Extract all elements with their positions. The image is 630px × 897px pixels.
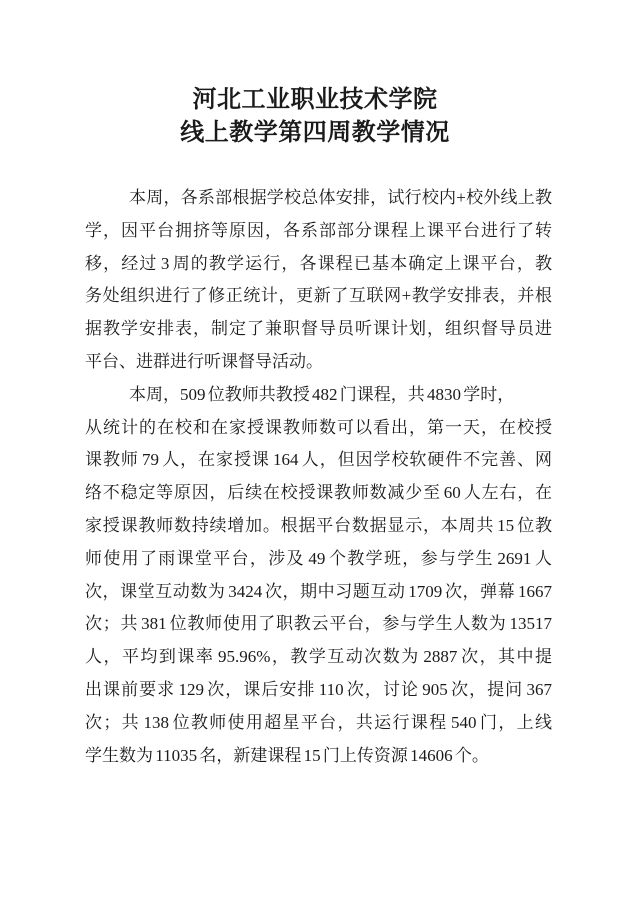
text-line: 据教学安排表，制定了兼职督导员听课计划，组织督导员进 — [85, 319, 552, 339]
text-line: 家授课教师数持续增加。根据平台数据显示，本周共 15 位教 — [85, 515, 552, 535]
text-line: 人，平均到课率 95.96%，教学互动次数为 2887 次，其中提 — [85, 647, 552, 667]
text-line: 师使用了雨课堂平台，涉及 49 个教学班，参与学生 2691 人 — [85, 548, 552, 568]
paragraph-2 — [85, 379, 552, 773]
text-line: 次，课堂互动数为 3424 次，期中习题互动 1709 次，弹幕 1667 — [85, 581, 552, 601]
text-line: 本周，509 位教师共教授 482 门课程，共 4830 学时， — [129, 384, 515, 404]
text-line: 从统计的在校和在家授课教师数可以看出，第一天，在校授 — [85, 417, 552, 437]
text-line: 课教师 79 人，在家授课 164 人，但因学校软硬件不完善、网 — [85, 450, 552, 470]
text-line: 次；共 381 位教师使用了职教云平台，参与学生人数为 13517 — [85, 614, 552, 634]
text-line: 移，经过 3 周的教学运行，各课程已基本确定上课平台，教 — [85, 253, 552, 273]
title-line-2: 线上教学第四周教学情况 — [180, 120, 450, 146]
text-line: 务处组织进行了修正统计，更新了互联网+教学安排表，并根 — [85, 286, 552, 306]
text-line: 学，因平台拥挤等原因，各系部部分课程上课平台进行了转 — [85, 220, 552, 240]
text-line: 平台、进群进行听课督导活动。 — [85, 351, 323, 371]
text-line: 络不稳定等原因，后续在校授课教师数减少至 60 人左右，在 — [85, 483, 552, 503]
text-line: 本周，各系部根据学校总体安排，试行校内+校外线上教 — [129, 188, 552, 207]
paragraph-1 — [85, 182, 552, 379]
document-title — [0, 84, 630, 150]
title-line-1: 河北工业职业技术学院 — [192, 87, 438, 113]
document-body — [85, 182, 552, 772]
text-line: 出课前要求 129 次，课后安排 110 次，讨论 905 次，提问 367 — [85, 679, 552, 699]
text-line: 次；共 138 位教师使用超星平台，共运行课程 540 门，上线 — [85, 712, 552, 732]
text-line: 学生数为 11035 名，新建课程 15 门上传资源 14606 个。 — [85, 745, 489, 765]
